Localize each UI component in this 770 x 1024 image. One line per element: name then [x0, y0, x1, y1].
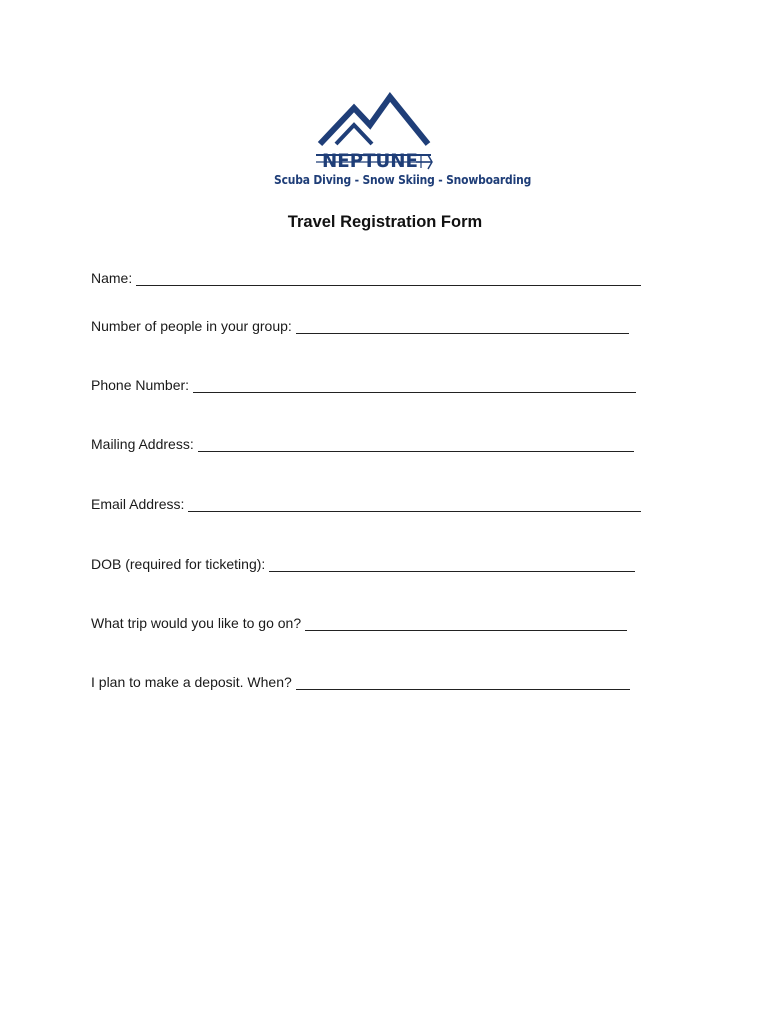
field-label: Email Address:: [91, 496, 185, 512]
deposit-input-line[interactable]: [296, 688, 630, 690]
email-input-line[interactable]: [188, 510, 641, 512]
field-label: Phone Number:: [91, 377, 190, 393]
form-title: Travel Registration Form: [287, 213, 483, 231]
trip-field[interactable]: [91, 615, 627, 631]
field-label: I plan to make a deposit. When?: [91, 674, 292, 690]
svg-text:NEPTUNE: NEPTUNE: [322, 150, 418, 172]
name-field[interactable]: [91, 270, 641, 286]
field-label: What trip would you like to go on?: [91, 615, 302, 631]
group-size-input-line[interactable]: [296, 332, 629, 334]
mailing-address-field[interactable]: [91, 436, 634, 452]
field-label: Name:: [91, 270, 133, 286]
dob-field[interactable]: [91, 556, 635, 572]
field-label: Mailing Address:: [91, 436, 194, 452]
brand-tagline: Scuba Diving - Snow Skiing - Snowboarding: [274, 172, 532, 187]
field-label: DOB (required for ticketing):: [91, 556, 266, 572]
name-input-line[interactable]: [136, 284, 641, 286]
dob-input-line[interactable]: [269, 570, 635, 572]
trip-input-line[interactable]: [305, 629, 627, 631]
phone-input-line[interactable]: [193, 391, 636, 393]
group-size-field[interactable]: [91, 318, 629, 334]
phone-field[interactable]: [91, 377, 636, 393]
field-label: Number of people in your group:: [91, 318, 292, 334]
email-field[interactable]: [91, 496, 641, 512]
mailing-address-input-line[interactable]: [198, 450, 634, 452]
deposit-field[interactable]: [91, 674, 630, 690]
